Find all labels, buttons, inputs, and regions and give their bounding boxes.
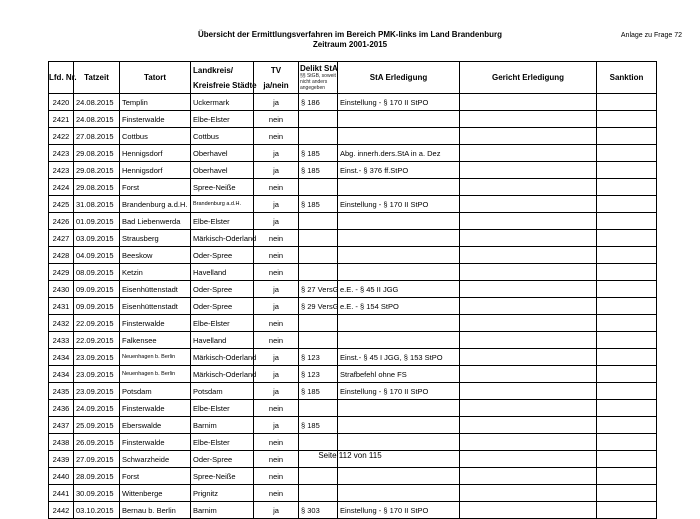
cell-nr: 2428 [49, 247, 74, 264]
cell-tatort: Cottbus [120, 128, 191, 145]
cell-tatzeit: 23.09.2015 [74, 366, 120, 383]
cell-tatzeit: 27.08.2015 [74, 128, 120, 145]
table-row [49, 383, 657, 400]
column-header-tv [254, 62, 299, 94]
cell-tatort: Neuenhagen b. Berlin [120, 366, 191, 383]
cell-delikt: § 27 VersG [299, 281, 338, 298]
cell-tatzeit: 31.08.2015 [74, 196, 120, 213]
cell-nr: 2433 [49, 332, 74, 349]
table-row [49, 196, 657, 213]
cell-tatort: Hennigsdorf [120, 145, 191, 162]
annex-label: Anlage zu Frage 72 [620, 32, 682, 39]
cell-tatzeit: 24.08.2015 [74, 111, 120, 128]
cell-sta-erledigung [338, 230, 460, 247]
cell-sanktion [597, 434, 657, 451]
table-row [49, 162, 657, 179]
cell-sta-erledigung [338, 111, 460, 128]
cell-nr: 2434 [49, 366, 74, 383]
table-row [49, 264, 657, 281]
cell-tatort: Hennigsdorf [120, 162, 191, 179]
cell-tv: nein [254, 179, 299, 196]
cell-kreis: Märkisch-Oderland [191, 349, 254, 366]
table-header-row [49, 62, 657, 94]
cell-delikt: § 185 [299, 145, 338, 162]
cell-tv: ja [254, 366, 299, 383]
cell-tatort: Falkensee [120, 332, 191, 349]
cell-gericht-erledigung [460, 230, 597, 247]
cell-sta-erledigung: Einst.- § 376 ff.StPO [338, 162, 460, 179]
cell-sta-erledigung [338, 434, 460, 451]
cell-sta-erledigung [338, 128, 460, 145]
cell-tatzeit: 01.09.2015 [74, 213, 120, 230]
cell-tatort: Potsdam [120, 383, 191, 400]
cell-nr: 2420 [49, 94, 74, 111]
table-row [49, 247, 657, 264]
document-header [0, 30, 700, 50]
cell-tatzeit: 25.09.2015 [74, 417, 120, 434]
column-header-nr: Lfd. Nr. [49, 62, 74, 94]
cell-tatort: Ketzin [120, 264, 191, 281]
cell-gericht-erledigung [460, 281, 597, 298]
document-title: Übersicht der Ermittlungsverfahren im Bereich PMK-links im Land Brandenburg [197, 30, 503, 39]
cell-tv: nein [254, 400, 299, 417]
cell-gericht-erledigung [460, 247, 597, 264]
cell-delikt: § 185 [299, 196, 338, 213]
cell-tatzeit: 22.09.2015 [74, 332, 120, 349]
cell-nr: 2438 [49, 434, 74, 451]
cell-tv: ja [254, 94, 299, 111]
cell-gericht-erledigung [460, 349, 597, 366]
cell-sanktion [597, 230, 657, 247]
cell-tv: ja [254, 145, 299, 162]
cell-nr: 2424 [49, 179, 74, 196]
cell-kreis: Havelland [191, 332, 254, 349]
cell-gericht-erledigung [460, 145, 597, 162]
cell-tv: nein [254, 128, 299, 145]
cell-sanktion [597, 298, 657, 315]
cell-kreis: Uckermark [191, 94, 254, 111]
cell-sanktion [597, 383, 657, 400]
column-header-sanktion: Sanktion [597, 62, 657, 94]
cell-sanktion [597, 145, 657, 162]
cell-nr: 2432 [49, 315, 74, 332]
column-header-delikt-title: Delikt StA [300, 64, 338, 73]
cell-nr: 2429 [49, 264, 74, 281]
cell-tatzeit: 29.08.2015 [74, 162, 120, 179]
cell-tv: nein [254, 451, 299, 468]
table-row [49, 315, 657, 332]
cell-nr: 2439 [49, 451, 74, 468]
cell-delikt [299, 230, 338, 247]
cell-tatzeit: 29.08.2015 [74, 145, 120, 162]
cell-delikt: § 185 [299, 162, 338, 179]
column-header-tatort: Tatort [120, 62, 191, 94]
cell-nr: 2426 [49, 213, 74, 230]
document-subtitle: Zeitraum 2001-2015 [312, 40, 388, 49]
column-header-delikt [299, 62, 338, 94]
cell-delikt: § 186 [299, 94, 338, 111]
cell-kreis: Oder-Spree [191, 451, 254, 468]
cell-sta-erledigung [338, 264, 460, 281]
cell-tv: nein [254, 434, 299, 451]
cell-sanktion [597, 417, 657, 434]
table-row [49, 485, 657, 502]
cell-kreis: Spree-Neiße [191, 179, 254, 196]
cell-nr: 2442 [49, 502, 74, 519]
cell-tatzeit: 24.08.2015 [74, 94, 120, 111]
cell-tatort: Forst [120, 468, 191, 485]
cell-delikt [299, 434, 338, 451]
cell-tv: nein [254, 332, 299, 349]
cell-nr: 2423 [49, 162, 74, 179]
cell-sta-erledigung: Abg. innerh.ders.StA in a. Dez [338, 145, 460, 162]
cell-tatort: Bad Liebenwerda [120, 213, 191, 230]
cell-tatort: Eisenhüttenstadt [120, 298, 191, 315]
cell-tatzeit: 28.09.2015 [74, 468, 120, 485]
cell-sanktion [597, 366, 657, 383]
cell-kreis: Oder-Spree [191, 247, 254, 264]
cell-kreis: Elbe-Elster [191, 213, 254, 230]
cell-nr: 2437 [49, 417, 74, 434]
cell-kreis: Märkisch-Oderland [191, 230, 254, 247]
cell-tatzeit: 29.08.2015 [74, 179, 120, 196]
cell-tv: nein [254, 111, 299, 128]
cell-tatort: Wittenberge [120, 485, 191, 502]
cell-nr: 2431 [49, 298, 74, 315]
cell-tv: ja [254, 417, 299, 434]
cell-sanktion [597, 315, 657, 332]
cell-tv: ja [254, 196, 299, 213]
column-header-tv-line2: ja/nein [263, 80, 289, 90]
cell-nr: 2434 [49, 349, 74, 366]
table-row [49, 111, 657, 128]
cell-gericht-erledigung [460, 315, 597, 332]
cell-kreis: Elbe-Elster [191, 400, 254, 417]
cell-delikt [299, 468, 338, 485]
cell-nr: 2427 [49, 230, 74, 247]
table-row [49, 417, 657, 434]
table-row [49, 128, 657, 145]
table-row [49, 349, 657, 366]
cell-sanktion [597, 332, 657, 349]
cell-kreis: Oberhavel [191, 145, 254, 162]
cell-sta-erledigung [338, 332, 460, 349]
cell-sanktion [597, 128, 657, 145]
cell-tatzeit: 27.09.2015 [74, 451, 120, 468]
cell-sta-erledigung: e.E. - § 154 StPO [338, 298, 460, 315]
table-row [49, 400, 657, 417]
cell-tatort: Strausberg [120, 230, 191, 247]
cell-sanktion [597, 247, 657, 264]
cell-sta-erledigung: Einstellung - § 170 II StPO [338, 196, 460, 213]
cell-tatzeit: 09.09.2015 [74, 298, 120, 315]
cell-tv: ja [254, 213, 299, 230]
cell-tatort: Bernau b. Berlin [120, 502, 191, 519]
cell-kreis: Barnim [191, 502, 254, 519]
cell-tv: nein [254, 468, 299, 485]
cell-tatzeit: 30.09.2015 [74, 485, 120, 502]
cell-tatzeit: 26.09.2015 [74, 434, 120, 451]
cell-sta-erledigung: Einst.- § 45 I JGG, § 153 StPO [338, 349, 460, 366]
cell-tv: ja [254, 298, 299, 315]
cell-delikt: § 303 [299, 502, 338, 519]
table-row [49, 213, 657, 230]
cell-tatzeit: 23.09.2015 [74, 383, 120, 400]
cell-gericht-erledigung [460, 434, 597, 451]
cell-tatzeit: 03.10.2015 [74, 502, 120, 519]
table-row [49, 179, 657, 196]
cell-tv: ja [254, 281, 299, 298]
cell-sta-erledigung [338, 485, 460, 502]
cell-sta-erledigung [338, 179, 460, 196]
cell-delikt [299, 247, 338, 264]
cell-tv: ja [254, 383, 299, 400]
cell-sanktion [597, 196, 657, 213]
column-header-kreis [191, 62, 257, 94]
cell-sta-erledigung [338, 247, 460, 264]
cell-kreis: Elbe-Elster [191, 111, 254, 128]
cell-kreis: Havelland [191, 264, 254, 281]
cell-gericht-erledigung [460, 94, 597, 111]
cell-delikt [299, 485, 338, 502]
cell-sta-erledigung: Einstellung - § 170 II StPO [338, 94, 460, 111]
cell-tatort: Eberswalde [120, 417, 191, 434]
cell-tatort: Finsterwalde [120, 315, 191, 332]
cell-sanktion [597, 502, 657, 519]
cell-sanktion [597, 400, 657, 417]
column-header-kreis-line2: Kreisfreie Städte [193, 80, 257, 90]
cell-sanktion [597, 179, 657, 196]
cell-sanktion [597, 213, 657, 230]
table-row [49, 230, 657, 247]
column-header-gericht: Gericht Erledigung [460, 62, 597, 94]
cell-tatzeit: 23.09.2015 [74, 349, 120, 366]
cell-kreis: Cottbus [191, 128, 254, 145]
cell-gericht-erledigung [460, 179, 597, 196]
cell-kreis: Prignitz [191, 485, 254, 502]
cell-gericht-erledigung [460, 298, 597, 315]
column-header-kreis-line1: Landkreis/ [193, 65, 234, 75]
table-row [49, 281, 657, 298]
cell-sanktion [597, 349, 657, 366]
cell-kreis: Elbe-Elster [191, 315, 254, 332]
cell-gericht-erledigung [460, 213, 597, 230]
table-row [49, 366, 657, 383]
table-row [49, 434, 657, 451]
cell-tatort: Eisenhüttenstadt [120, 281, 191, 298]
cell-tatort: Finsterwalde [120, 434, 191, 451]
table-row [49, 332, 657, 349]
table-row [49, 502, 657, 519]
cell-delikt [299, 213, 338, 230]
cell-kreis: Oder-Spree [191, 298, 254, 315]
cell-tatzeit: 24.09.2015 [74, 400, 120, 417]
cell-tatzeit: 03.09.2015 [74, 230, 120, 247]
cell-nr: 2421 [49, 111, 74, 128]
cell-nr: 2425 [49, 196, 74, 213]
cell-gericht-erledigung [460, 417, 597, 434]
cell-kreis: Barnim [191, 417, 254, 434]
cell-sta-erledigung [338, 213, 460, 230]
table-row [49, 468, 657, 485]
cell-nr: 2422 [49, 128, 74, 145]
cell-kreis: Oder-Spree [191, 281, 254, 298]
cell-delikt: § 185 [299, 417, 338, 434]
cell-tv: nein [254, 230, 299, 247]
cell-sanktion [597, 468, 657, 485]
cell-sanktion [597, 94, 657, 111]
cell-tv: nein [254, 315, 299, 332]
column-header-sta: StA Erledigung [338, 62, 460, 94]
cell-tatort: Brandenburg a.d.H. [120, 196, 191, 213]
cell-tatort: Finsterwalde [120, 111, 191, 128]
cell-sta-erledigung [338, 400, 460, 417]
cell-gericht-erledigung [460, 502, 597, 519]
table-row [49, 298, 657, 315]
cell-tv: ja [254, 502, 299, 519]
cell-gericht-erledigung [460, 366, 597, 383]
cell-sta-erledigung: Strafbefehl ohne FS [338, 366, 460, 383]
cell-delikt: § 123 [299, 349, 338, 366]
cell-tatort: Forst [120, 179, 191, 196]
cell-gericht-erledigung [460, 332, 597, 349]
cell-sta-erledigung: Einstellung - § 170 II StPO [338, 383, 460, 400]
cell-sta-erledigung: Einstellung - § 170 II StPO [338, 502, 460, 519]
cell-kreis: Elbe-Elster [191, 434, 254, 451]
cell-delikt: § 29 VersG [299, 298, 338, 315]
cell-tatort: Schwarzheide [120, 451, 191, 468]
cell-gericht-erledigung [460, 264, 597, 281]
cell-tatzeit: 09.09.2015 [74, 281, 120, 298]
cell-sta-erledigung [338, 417, 460, 434]
page-number: Seite 112 von 115 [318, 451, 382, 460]
cell-nr: 2440 [49, 468, 74, 485]
cell-gericht-erledigung [460, 485, 597, 502]
cell-sanktion [597, 111, 657, 128]
cell-sanktion [597, 485, 657, 502]
cell-sta-erledigung [338, 315, 460, 332]
column-header-tatzeit: Tatzeit [74, 62, 120, 94]
cell-kreis: Potsdam [191, 383, 254, 400]
cell-kreis: Spree-Neiße [191, 468, 254, 485]
cell-delikt [299, 264, 338, 281]
cell-gericht-erledigung [460, 111, 597, 128]
cell-sta-erledigung: e.E. - § 45 II JGG [338, 281, 460, 298]
cell-tv: nein [254, 247, 299, 264]
table-row [49, 94, 657, 111]
cell-delikt: § 123 [299, 366, 338, 383]
cell-tatort: Beeskow [120, 247, 191, 264]
cell-tatzeit: 04.09.2015 [74, 247, 120, 264]
cell-tatzeit: 08.09.2015 [74, 264, 120, 281]
cell-tatort: Finsterwalde [120, 400, 191, 417]
cell-kreis: Oberhavel [191, 162, 254, 179]
cell-tv: ja [254, 162, 299, 179]
cell-delikt: § 185 [299, 383, 338, 400]
cell-tatort: Templin [120, 94, 191, 111]
cell-delikt [299, 111, 338, 128]
cell-delikt [299, 332, 338, 349]
cell-nr: 2435 [49, 383, 74, 400]
cell-nr: 2436 [49, 400, 74, 417]
cell-delikt [299, 179, 338, 196]
cell-gericht-erledigung [460, 128, 597, 145]
cell-kreis: Brandenburg a.d.H. [191, 196, 254, 213]
cell-tatort: Neuenhagen b. Berlin [120, 349, 191, 366]
cell-nr: 2441 [49, 485, 74, 502]
cell-nr: 2423 [49, 145, 74, 162]
cell-gericht-erledigung [460, 162, 597, 179]
cell-nr: 2430 [49, 281, 74, 298]
cell-delikt [299, 315, 338, 332]
cell-gericht-erledigung [460, 196, 597, 213]
column-header-tv-line1: TV [270, 65, 282, 75]
cell-gericht-erledigung [460, 400, 597, 417]
cell-tv: ja [254, 349, 299, 366]
cell-tv: nein [254, 264, 299, 281]
cell-delikt [299, 128, 338, 145]
cell-tv: nein [254, 485, 299, 502]
cell-sanktion [597, 264, 657, 281]
cell-gericht-erledigung [460, 383, 597, 400]
cell-delikt [299, 400, 338, 417]
table-row [49, 145, 657, 162]
cell-sanktion [597, 162, 657, 179]
cell-sanktion [597, 281, 657, 298]
cell-tatzeit: 22.09.2015 [74, 315, 120, 332]
column-header-delikt-note: §§ StGB, soweit nicht anders angegeben [300, 73, 336, 91]
cell-sta-erledigung [338, 468, 460, 485]
cell-gericht-erledigung [460, 468, 597, 485]
cell-kreis: Märkisch-Oderland [191, 366, 254, 383]
